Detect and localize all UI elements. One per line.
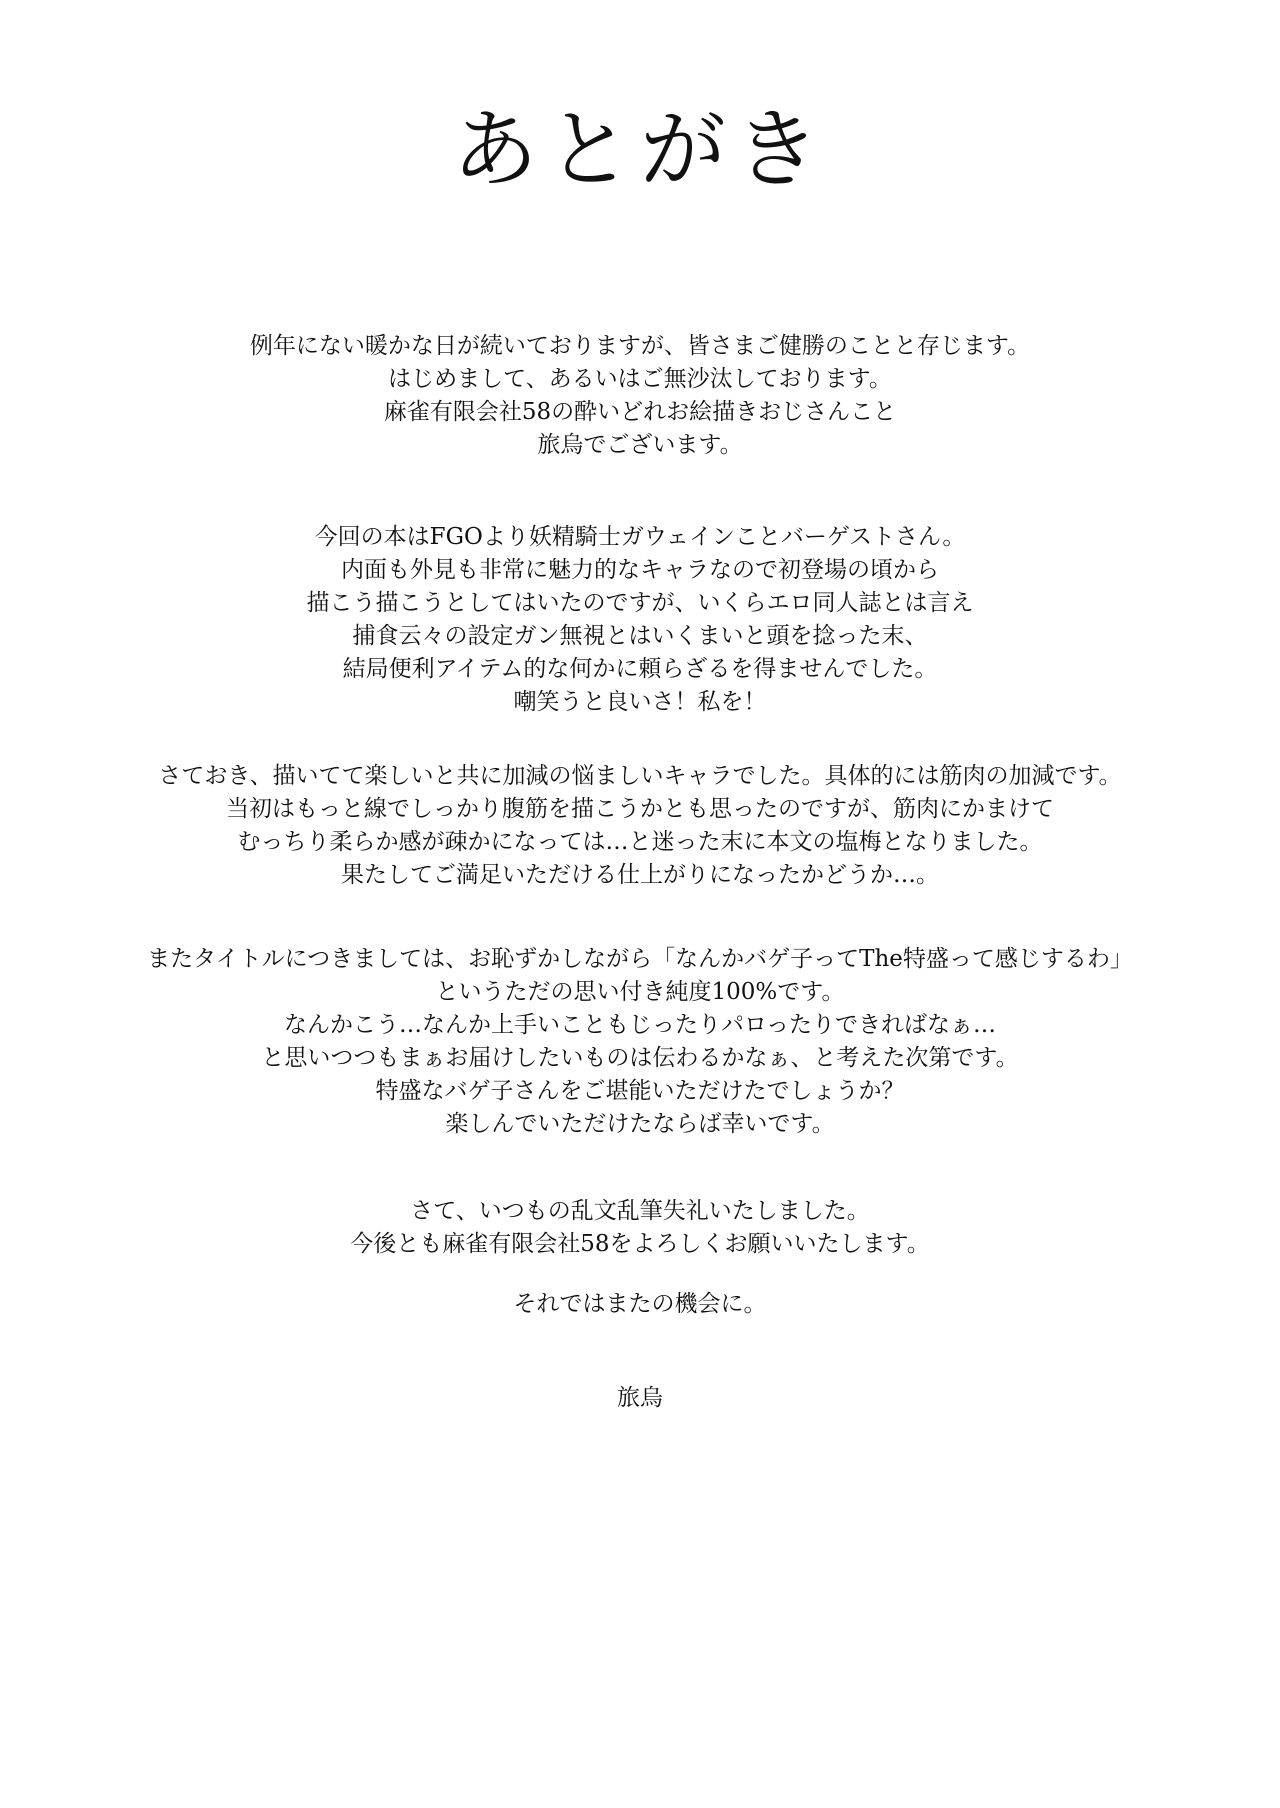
text-line: 嘲笑うと良いさ！私を！: [513, 689, 767, 715]
text-line: 特盛なバゲ子さんをご堪能いただけたでしょうか？: [375, 1078, 905, 1104]
text-line: 楽しんでいただけたならば幸いです。: [445, 1111, 835, 1137]
paragraph-drawing-notes: [40, 760, 1240, 892]
text-line: またタイトルにつきましては、お恥ずかしながら「なんかバゲ子ってThe特盛って感じするわ」: [147, 946, 1133, 972]
paragraph-closing: [40, 1195, 1240, 1261]
paragraph-farewell: [40, 1288, 1240, 1321]
text-line: 内面も外見も非常に魅力的なキャラなので初登場の頃から: [341, 557, 939, 583]
text-line: むっちり柔らか感が疎かになっては…と迷った末に本文の塩梅となりました。: [237, 829, 1043, 855]
text-line: 今回の本はFGOより妖精騎士ガウェインことバーゲストさん。: [314, 524, 966, 550]
text-line: さて、いつもの乱文乱筆失礼いたしました。: [410, 1198, 870, 1224]
text-line: 捕食云々の設定ガン無視とはいくまいと頭を捻った末、: [352, 623, 928, 649]
text-line: と思いつつもまぁお届けしたいものは伝わるかなぁ、と考えた次第です。: [261, 1045, 1019, 1071]
text-line: さておき、描いてて楽しいと共に加減の悩ましいキャラでした。具体的には筋肉の加減です。: [158, 763, 1122, 789]
paragraph-book-subject: [40, 521, 1240, 719]
author-name: 旅烏: [617, 1385, 663, 1411]
author-signature: [40, 1382, 1240, 1415]
text-line: なんかこう…なんか上手いこともじったりパロったりできればなぁ…: [283, 1012, 997, 1038]
text-line: はじめまして、あるいはご無沙汰しております。: [388, 366, 892, 392]
text-line: 当初はもっと線でしっかり腹筋を描こうかとも思ったのですが、筋肉にかまけて: [226, 796, 1054, 822]
page-title: あとがき: [452, 100, 828, 200]
paragraph-title-notes: [40, 943, 1240, 1141]
text-line: 結局便利アイテム的な何かに頼らざるを得ませんでした。: [342, 656, 938, 682]
text-line: 果たしてご満足いただける仕上がりになったかどうか…。: [341, 862, 939, 888]
text-line: 麻雀有限会社58の酔いどれお絵描きおじさんこと: [383, 399, 897, 425]
text-line: 例年にない暖かな日が続いておりますが、皆さまご健勝のことと存じます。: [249, 333, 1031, 359]
text-line: 描こう描こうとしてはいたのですが、いくらエロ同人誌とは言え: [306, 590, 974, 616]
text-line: 旅烏でございます。: [537, 432, 743, 458]
text-line: それではまたの機会に。: [513, 1291, 767, 1317]
paragraph-greeting: [40, 330, 1240, 462]
text-line: 今後とも麻雀有限会社58をよろしくお願いいたします。: [350, 1231, 930, 1257]
text-line: というただの思い付き純度100%です。: [435, 979, 845, 1005]
